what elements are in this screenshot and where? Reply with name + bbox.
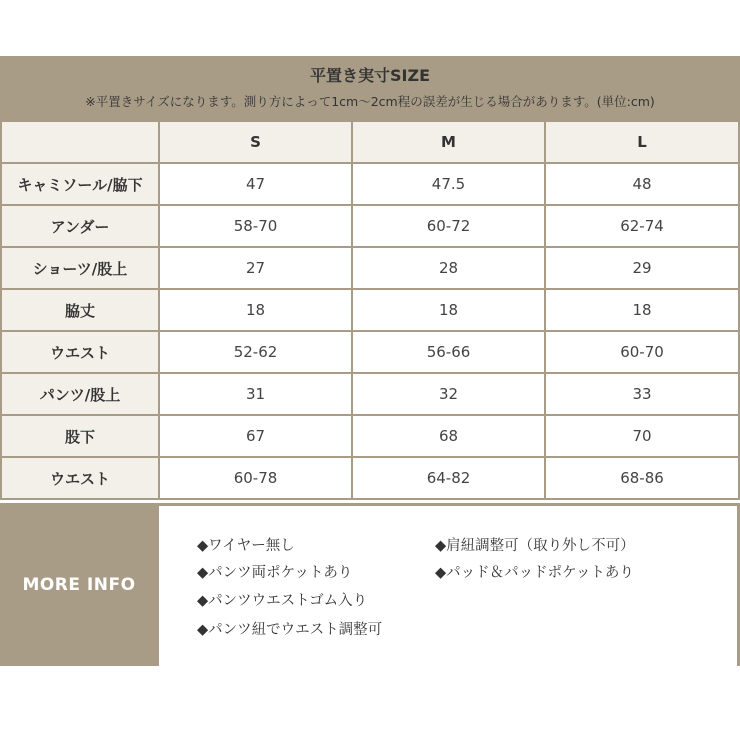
table-cell: 28: [353, 248, 546, 290]
info-item: ◆パンツ紐でウエスト調整可: [197, 622, 383, 638]
table-cell: 18: [546, 290, 740, 332]
size-table: [0, 122, 740, 500]
table-cell: 60-78: [160, 458, 353, 500]
more-info-section: [0, 503, 740, 666]
table-row: [0, 374, 740, 416]
size-column-m: M: [353, 122, 546, 164]
table-row: [0, 206, 740, 248]
row-label: 脇丈: [0, 290, 160, 332]
table-row: [0, 332, 740, 374]
table-cell: 68: [353, 416, 546, 458]
info-item: ◆パンツ両ポケットあり: [197, 565, 353, 581]
row-label: 股下: [0, 416, 160, 458]
table-row: [0, 248, 740, 290]
table-cell: 70: [546, 416, 740, 458]
table-cell: 58-70: [160, 206, 353, 248]
table-cell: 33: [546, 374, 740, 416]
table-cell: 62-74: [546, 206, 740, 248]
table-cell: 68-86: [546, 458, 740, 500]
row-label: キャミソール/脇下: [0, 164, 160, 206]
table-row: [0, 458, 740, 500]
table-row: [0, 416, 740, 458]
table-cell: 29: [546, 248, 740, 290]
info-item: ◆パッド＆パッドポケットあり: [435, 565, 634, 581]
table-cell: 60-70: [546, 332, 740, 374]
info-item: ◆肩紐調整可（取り外し不可）: [435, 538, 635, 554]
table-cell: 27: [160, 248, 353, 290]
row-label: ウエスト: [0, 458, 160, 500]
table-cell: 60-72: [353, 206, 546, 248]
table-cell: 18: [160, 290, 353, 332]
size-column-s: S: [160, 122, 353, 164]
row-label: パンツ/股上: [0, 374, 160, 416]
table-cell: 31: [160, 374, 353, 416]
table-cell: 18: [353, 290, 546, 332]
table-cell: 47.5: [353, 164, 546, 206]
table-cell: 47: [160, 164, 353, 206]
size-chart-note: ※平置きサイズになります。測り方によって1cm〜2cm程の誤差が生じる場合があります。(単位:cm): [85, 94, 655, 109]
table-row: [0, 290, 740, 332]
size-chart-title: 平置き実寸SIZE: [309, 66, 430, 85]
size-column-l: L: [546, 122, 740, 164]
table-cell: 64-82: [353, 458, 546, 500]
size-table-corner: [0, 122, 160, 164]
more-info-label: MORE INFO: [22, 574, 136, 595]
table-cell: 48: [546, 164, 740, 206]
size-chart: [0, 56, 740, 500]
more-info-box: [159, 506, 737, 666]
table-cell: 56-66: [353, 332, 546, 374]
info-item: ◆パンツウエストゴム入り: [197, 593, 368, 609]
size-table-header-row: [0, 122, 740, 164]
table-cell: 67: [160, 416, 353, 458]
table-row: [0, 164, 740, 206]
row-label: ショーツ/股上: [0, 248, 160, 290]
table-cell: 52-62: [160, 332, 353, 374]
row-label: アンダー: [0, 206, 160, 248]
info-item: ◆ワイヤー無し: [197, 538, 295, 554]
size-chart-header: [0, 56, 740, 122]
row-label: ウエスト: [0, 332, 160, 374]
table-cell: 32: [353, 374, 546, 416]
